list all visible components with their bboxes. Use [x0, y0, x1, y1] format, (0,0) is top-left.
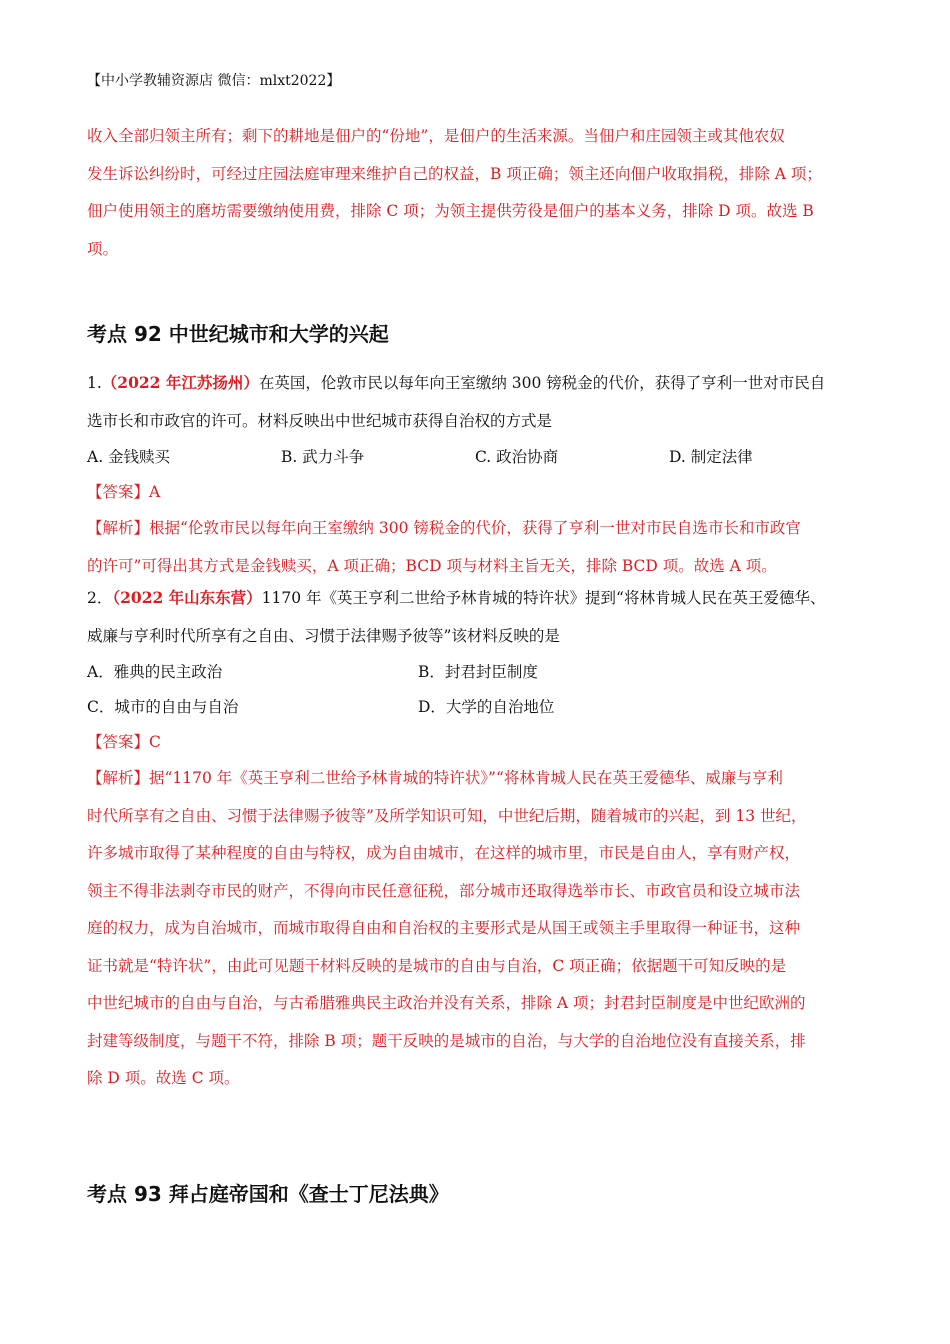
explanation-line: 除 D 项。故选 C 项。 [87, 1069, 240, 1087]
explanation-line: 的许可”可得出其方式是金钱赎买，A 项正确；BCD 项与材料主旨无关，排除 BCD 项。故选 A 项。 [87, 556, 777, 575]
question-2-stem-line1 [87, 579, 867, 618]
question-1 [87, 364, 867, 585]
option-b: B．封君封臣制度 [418, 663, 538, 681]
question-1-answer: 【答案】A [87, 483, 161, 501]
question-2-answer: 【答案】C [87, 733, 161, 751]
question-2-stem-line2: 威廉与亨利时代所享有之自由、习惯于法律赐予彼等”该材料反映的是 [87, 626, 560, 645]
explanation-line: 发生诉讼纠纷时，可经过庄园法庭审理来维护自己的权益，B 项正确；领主还向佃户收取捐税，排除 A 项； [87, 164, 822, 183]
option-a: A．雅典的民主政治 [87, 663, 223, 681]
explanation-line: 时代所享有之自由、习惯于法律赐予彼等”及所学知识可知，中世纪后期，随着城市的兴起，到 13 世纪， [87, 806, 807, 825]
question-stem: 1170 年《英王亨利二世给予林肯城的特许状》提到“将林肯城人民在英王爱德华、 [261, 589, 826, 607]
option-c: C．城市的自由与自治 [87, 698, 239, 716]
explanation-line: 佃户使用领主的磨坊需要缴纳使用费，排除 C 项；为领主提供劳役是佃户的基本义务，排除 D 项。故选 B [87, 202, 814, 220]
question-2-options-row1 [87, 655, 867, 690]
option-b: B. 武力斗争 [281, 448, 365, 466]
question-number: 2． [87, 589, 113, 607]
question-1-options [87, 440, 867, 475]
question-1-stem-line2: 选市长和市政官的许可。材料反映出中世纪城市获得自治权的方式是 [87, 411, 553, 430]
question-2 [87, 579, 867, 1098]
question-source: （2022 年江苏扬州） [101, 373, 259, 392]
watermark-header: 【中小学教辅资源店 微信：mlxt2022】 [87, 73, 341, 89]
explanation-line: 庭的权力，成为自治城市，而城市取得自由和自治权的主要形式是从国王或领主手里取得一种证书，这种 [87, 919, 801, 937]
explanation-line: 【解析】据“1170 年《英王亨利二世给予林肯城的特许状》”“将林肯城人民在英王爱德华、威廉与亨利 [87, 769, 783, 787]
previous-explanation [87, 118, 867, 268]
option-c: C. 政治协商 [475, 448, 559, 466]
question-number: 1. [87, 374, 102, 392]
question-2-options-row2 [87, 690, 867, 725]
explanation-line: 【解析】根据“伦敦市民以每年向王室缴纳 300 镑税金的代价，获得了亨利一世对市民自选市长和市政官 [87, 519, 801, 537]
question-source: （2022 年山东东营） [112, 588, 262, 607]
explanation-line: 领主不得非法剥夺市民的财产，不得向市民任意征税，部分城市还取得选举市长、市政官员和设立城市法 [87, 881, 801, 900]
option-d: D. 制定法律 [669, 448, 753, 466]
explanation-line: 证书就是“特许状”，由此可见题干材料反映的是城市的自由与自治，C 项正确；依据题干可知反映的是 [87, 956, 787, 975]
question-1-stem-line1 [87, 364, 867, 403]
explanation-line: 许多城市取得了某种程度的自由与特权，成为自由城市，在这样的城市里，市民是自由人，享有财产权， [87, 844, 801, 862]
question-stem: 在英国，伦敦市民以每年向王室缴纳 300 镑税金的代价，获得了亨利一世对市民自 [258, 374, 826, 392]
option-a: A. 金钱赎买 [87, 448, 171, 466]
section-93-title: 考点 93 拜占庭帝国和《查士丁尼法典》 [87, 1182, 449, 1206]
explanation-line: 项。 [87, 239, 119, 258]
option-d: D．大学的自治地位 [418, 698, 555, 716]
explanation-line: 收入全部归领主所有；剩下的耕地是佃户的“份地”，是佃户的生活来源。当佃户和庄园领主或其他农奴 [87, 127, 785, 145]
section-92-title: 考点 92 中世纪城市和大学的兴起 [87, 322, 389, 346]
explanation-line: 中世纪城市的自由与自治，与古希腊雅典民主政治并没有关系，排除 A 项；封君封臣制度是中世纪欧洲的 [87, 994, 806, 1012]
explanation-line: 封建等级制度，与题干不符，排除 B 项；题干反映的是城市的自治，与大学的自治地位没有直接关系，排 [87, 1031, 806, 1050]
